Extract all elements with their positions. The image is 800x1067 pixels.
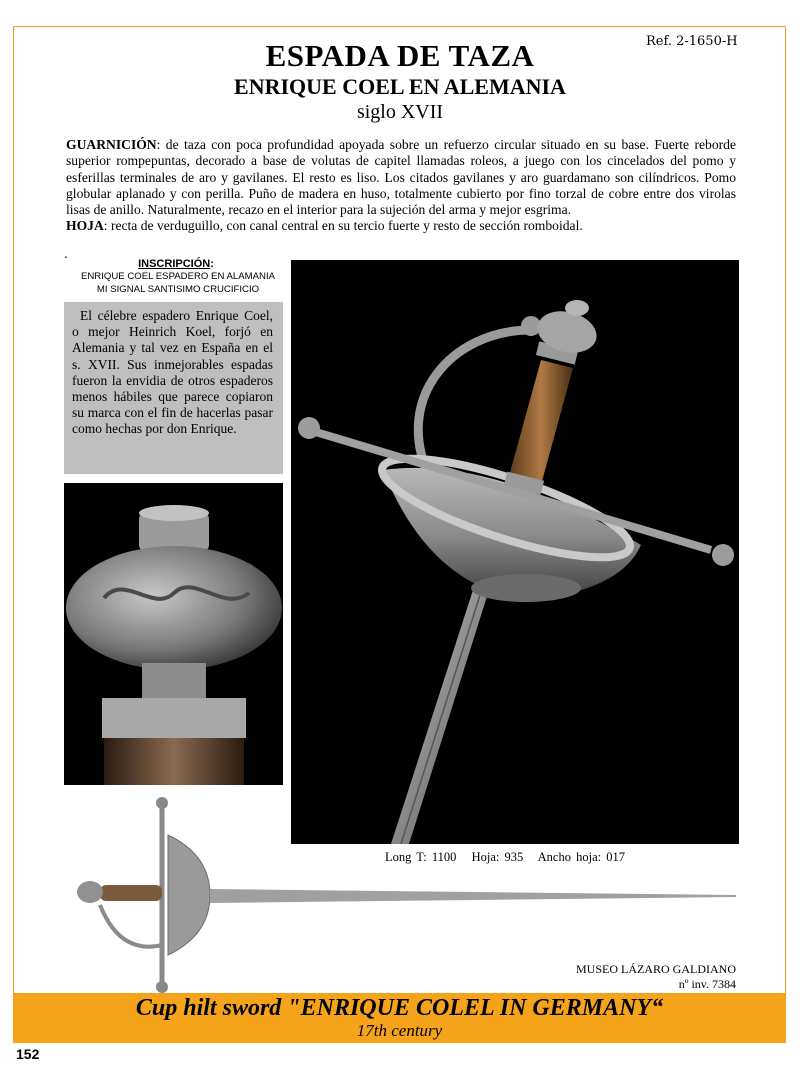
inscription-heading — [66, 258, 286, 270]
hoja-text: : recta de verduguillo, con canal central en su tercio fuerte y resto de sección romboidal. — [103, 218, 583, 234]
sword-illustration — [291, 260, 739, 844]
page-subtitle: ENRIQUE COEL EN ALEMANIA — [234, 74, 566, 99]
length-value: Long T: 1100 — [385, 850, 457, 864]
sword-photo — [291, 260, 739, 844]
inscription-label: INSCRIPCIÓN — [138, 258, 211, 270]
page-number: 152 — [16, 1046, 40, 1062]
cup-side-view — [168, 835, 210, 955]
blade-side-view — [210, 889, 736, 903]
inventory-number: nº inv. 7384 — [678, 977, 736, 991]
english-title: Cup hilt sword "ENRIQUE COLEL IN GERMANY“ — [135, 995, 664, 1021]
guarnicion-label: GUARNICIÓN — [66, 137, 157, 152]
guarnicion-paragraph — [66, 137, 736, 218]
hoja-label: HOJA — [66, 218, 104, 234]
historical-note — [64, 302, 283, 474]
grip — [509, 360, 573, 485]
historical-note-text: El célebre espadero Enrique Coel, o mejor Heinrich Koel, forjó en Alemania y tal vez en España en el s. XVII. Sus inmejorables espadas fueron la envidia de otros espaderos menos hábiles que parece copiaron su marca con el fin de hacerlas pasar como hechas por don Enrique. — [72, 308, 273, 437]
pommel-illustration — [64, 483, 283, 785]
description-text — [66, 137, 736, 235]
bullet-marker: . — [64, 247, 68, 261]
grip-side-view — [100, 885, 162, 901]
quillon-terminal-left — [298, 417, 320, 439]
inscription-line-1: ENRIQUE COEL ESPADERO EN ALAMANIA — [80, 271, 276, 282]
ferrule — [102, 698, 246, 738]
pommel-body — [66, 546, 282, 670]
pommel-detail-photo — [64, 483, 283, 785]
museum-name: MUSEO LÁZARO GALDIANO — [576, 962, 736, 976]
guarnicion-text: : de taza con poca profundidad apoyada sobre un refuerzo circular situado en su base. Fuerte reborde superior rompepuntas, decorado a base de volutas de capitel llamadas roleos, a juego con los cincelados del pomo y esferillas terminales de aro y gavilanes. El resto es liso. Los citados gavilanes y aro guardamano son cilíndricos. Pomo globular aplanado y con perilla. Puño de madera en huso, totalmente cubierto por fino torzal de cobre entre dos virolas lisas de anillo. Naturalmente, recazo en el interior para la sujeción del arma y mejor esgrima. — [66, 137, 736, 218]
width-value: Ancho hoja: 017 — [537, 850, 625, 864]
hoja-paragraph — [66, 218, 736, 234]
blade-value: Hoja: 935 — [471, 850, 524, 864]
inscription-line-2: MI SIGNAL SANTISIMO CRUCIFICIO — [96, 284, 260, 295]
quillon-terminal-right — [712, 544, 734, 566]
reference-number: Ref. 2-1650-H — [646, 34, 738, 49]
english-century: 17th century — [356, 1021, 443, 1040]
page-title: ESPADA DE TAZA — [265, 38, 535, 73]
museum-credit — [540, 962, 736, 992]
century-label: siglo XVII — [356, 101, 444, 123]
wire-grip — [104, 738, 244, 785]
inscription-colon: : — [210, 258, 214, 270]
